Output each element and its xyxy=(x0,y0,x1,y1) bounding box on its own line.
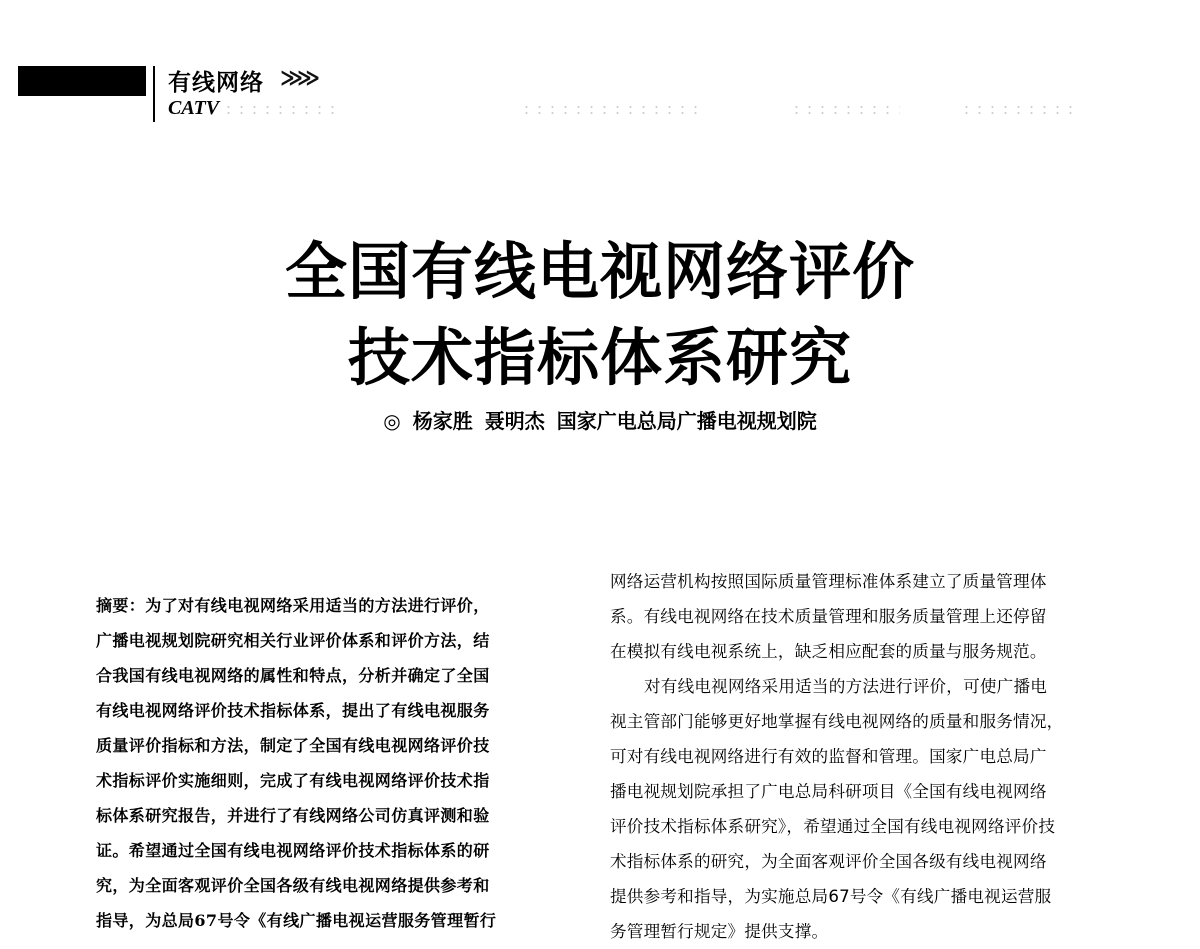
abstract-line: 合我国有线电视网络的属性和特点，分析并确定了全国 xyxy=(96,666,490,685)
article-title-line-1: 全国有线电视网络评价 xyxy=(284,235,915,308)
body-line: 播电视规划院承担了广电总局科研项目《全国有线电视网络 xyxy=(610,782,1047,801)
section-title: 有线网络 xyxy=(168,70,264,96)
author-name: 杨家胜 xyxy=(412,409,473,433)
body-line: 术指标体系的研究，为全面客观评价全国各级有线电视网络 xyxy=(610,852,1047,871)
body-line: 在模拟有线电视系统上，缺乏相应配套的质量与服务规范。 xyxy=(610,642,1047,661)
body-line: 提供参考和指导，为实施总局67号令《有线广播电视运营服 xyxy=(610,887,1052,906)
body-line: 对有线电视网络采用适当的方法进行评价，可使广播电 xyxy=(644,677,1048,696)
section-arrows-icon: ≫≫ xyxy=(280,66,315,91)
scan-noise xyxy=(790,104,900,118)
byline xyxy=(0,405,1200,434)
abstract-line: 标体系研究报告，并进行了有线网络公司仿真评测和验 xyxy=(96,806,490,825)
abstract-line: 究，为全面客观评价全国各级有线电视网络提供参考和 xyxy=(96,876,490,895)
author-name: 聂明杰 xyxy=(484,409,545,433)
abstract-line: 广播电视规划院研究相关行业评价体系和评价方法，结 xyxy=(96,631,490,650)
abstract-line: 证。希望通过全国有线电视网络评价技术指标体系的研 xyxy=(96,841,490,860)
header-divider xyxy=(153,66,155,122)
scan-noise xyxy=(960,104,1080,118)
abstract-line: 有线电视网络评价技术指标体系，提出了有线电视服务 xyxy=(96,701,490,720)
abstract-line: 指导，为总局67号令《有线广播电视运营服务管理暂行 xyxy=(96,911,497,930)
body-line: 视主管部门能够更好地掌握有线电视网络的质量和服务情况， xyxy=(610,712,1064,731)
body-text xyxy=(610,564,1098,949)
scan-noise xyxy=(222,104,342,118)
abstract xyxy=(96,588,550,938)
abstract-line: 质量评价指标和方法，制定了全国有线电视网络评价技 xyxy=(96,736,490,755)
body-line: 网络运营机构按照国际质量管理标准体系建立了质量管理体 xyxy=(610,572,1047,591)
abstract-line: 摘要：为了对有线电视网络采用适当的方法进行评价， xyxy=(96,596,490,615)
body-line: 务管理暂行规定》提供支撑。 xyxy=(610,922,829,941)
author-affiliation: 国家广电总局广播电视规划院 xyxy=(556,409,817,433)
section-subtitle: CATV xyxy=(168,97,220,119)
article-title-line-2: 技术指标体系研究 xyxy=(347,321,852,394)
body-line: 可对有线电视网络进行有效的监督和管理。国家广电总局广 xyxy=(610,747,1047,766)
body-line: 评价技术指标体系研究》，希望通过全国有线电视网络评价技 xyxy=(610,817,1056,836)
abstract-line: 术指标评价实施细则，完成了有线电视网络评价技术指 xyxy=(96,771,490,790)
scan-noise xyxy=(520,104,700,118)
byline-mark: ◎ xyxy=(383,409,401,433)
body-line: 系。有线电视网络在技术质量管理和服务质量管理上还停留 xyxy=(610,607,1047,626)
header-black-bar xyxy=(18,66,146,96)
